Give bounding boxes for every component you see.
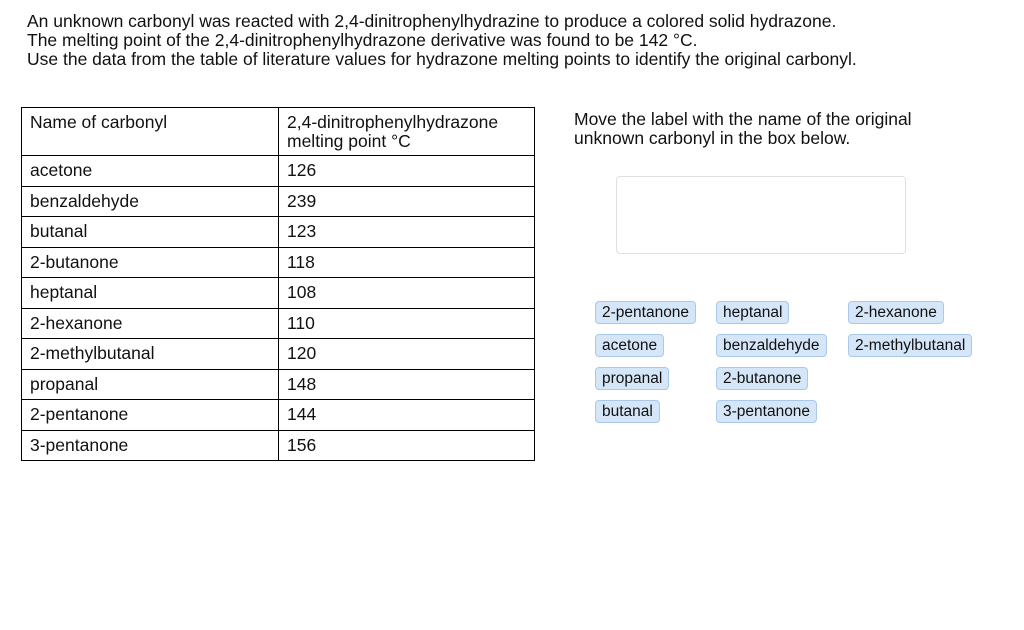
- table-row: [22, 430, 535, 461]
- header-melting-point-line-1: 2,4-dinitrophenylhydrazone: [287, 112, 499, 132]
- melting-point-table: [21, 107, 535, 461]
- carbonyl-name-cell: 2-pentanone: [22, 400, 279, 431]
- carbonyl-name-cell: heptanal: [22, 278, 279, 309]
- carbonyl-name-cell: acetone: [22, 156, 279, 187]
- table-row: [22, 156, 535, 187]
- label-2-hexanone[interactable]: 2-hexanone: [848, 301, 944, 324]
- melting-point-cell: 126: [279, 156, 535, 187]
- table-row: [22, 247, 535, 278]
- melting-point-cell: 110: [279, 308, 535, 339]
- table-row: [22, 400, 535, 431]
- label-2-pentanone[interactable]: 2-pentanone: [595, 301, 696, 324]
- table-row: [22, 369, 535, 400]
- melting-point-cell: 120: [279, 339, 535, 370]
- table-row: [22, 217, 535, 248]
- question-text: [27, 12, 1007, 69]
- label-benzaldehyde[interactable]: benzaldehyde: [716, 334, 827, 357]
- question-line-3: Use the data from the table of literature values for hydrazone melting points to identify the original carbonyl.: [27, 49, 857, 69]
- melting-point-cell: 123: [279, 217, 535, 248]
- question-line-2: The melting point of the 2,4-dinitrophenylhydrazone derivative was found to be 142 °C.: [27, 30, 698, 50]
- melting-point-cell: 118: [279, 247, 535, 278]
- table-row: [22, 308, 535, 339]
- header-melting-point-line-2: melting point °C: [287, 131, 411, 151]
- label-acetone[interactable]: acetone: [595, 334, 664, 357]
- label-propanal[interactable]: propanal: [595, 367, 669, 390]
- table-header-row: [22, 108, 535, 156]
- instruction-line-1: Move the label with the name of the original: [574, 109, 912, 129]
- carbonyl-name-cell: 2-hexanone: [22, 308, 279, 339]
- answer-drop-target[interactable]: [616, 176, 906, 254]
- header-melting-point: [279, 108, 535, 156]
- carbonyl-name-cell: 3-pentanone: [22, 430, 279, 461]
- label-3-pentanone[interactable]: 3-pentanone: [716, 400, 817, 423]
- table-row: [22, 278, 535, 309]
- melting-point-cell: 156: [279, 430, 535, 461]
- carbonyl-name-cell: benzaldehyde: [22, 186, 279, 217]
- carbonyl-name-cell: propanal: [22, 369, 279, 400]
- melting-point-cell: 239: [279, 186, 535, 217]
- melting-point-cell: 144: [279, 400, 535, 431]
- table-row: [22, 186, 535, 217]
- carbonyl-name-cell: butanal: [22, 217, 279, 248]
- instruction-line-2: unknown carbonyl in the box below.: [574, 128, 851, 148]
- question-line-1: An unknown carbonyl was reacted with 2,4-dinitrophenylhydrazine to produce a colored solid hydrazone.: [27, 11, 837, 31]
- table-row: [22, 339, 535, 370]
- label-2-butanone[interactable]: 2-butanone: [716, 367, 808, 390]
- label-2-methylbutanal[interactable]: 2-methylbutanal: [848, 334, 972, 357]
- header-name-of-carbonyl: Name of carbonyl: [22, 108, 279, 156]
- carbonyl-name-cell: 2-methylbutanal: [22, 339, 279, 370]
- melting-point-cell: 148: [279, 369, 535, 400]
- carbonyl-name-cell: 2-butanone: [22, 247, 279, 278]
- instruction-text: [574, 110, 994, 148]
- label-butanal[interactable]: butanal: [595, 400, 660, 423]
- melting-point-cell: 108: [279, 278, 535, 309]
- label-heptanal[interactable]: heptanal: [716, 301, 789, 324]
